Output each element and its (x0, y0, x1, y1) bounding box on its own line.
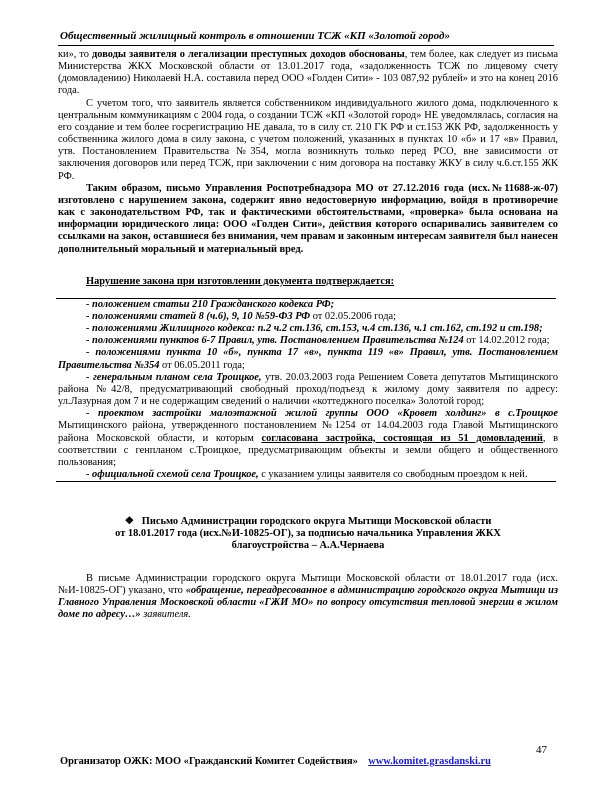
list-item: - проектом застройки малоэтажной жилой группы ООО «Кровет холдинг» в с.Троицкое Мытищинского района, утвержденного постановлением №1254 от 14.04.2003 года Главой Мытищинского района Московской области, и которым согласована застройка, состоящая из 51 домовладений, в соответствии с генпланом с.Троицкое, предусматривающим объекты и земли общего и общественного пользования; (58, 408, 558, 468)
list-item: - положениями статей 8 (ч.6), 9, 10 №59-ФЗ РФ от 02.05.2006 года; (86, 310, 396, 322)
list-item: - положениями Жилищного кодекса: п.2 ч.2 ст.136, ст.153, ч.4 ст.136, ч.1 ст.162, ст.192 и ст.198; (86, 323, 543, 335)
bold-run: доводы заявителя о легализации преступных доходов обоснованы (92, 49, 405, 60)
footer-website-link[interactable]: www.komitet.grasdanski.ru (368, 756, 491, 767)
diamond-bullet-icon: ❖ (124, 516, 134, 528)
running-header: Общественный жилищный контроль в отношении ТСЖ «КП «Золотой город» (60, 30, 450, 42)
paragraph-continuation (58, 49, 558, 98)
text-run: ки», то (58, 49, 93, 60)
violation-list (58, 299, 558, 481)
list-item: - генеральным планом села Троицкое, утв. 20.03.2003 года Решением Совета депутатов Мытищинского района №42/8, предусматривающий свободный проход/подъезд к жилому дому заявителя по адресу: ул.Лазурная дом 7 и не содержащим сведений о наличии «коттеджного поселка» Золотой город; (58, 371, 559, 408)
paragraph-ownership: С учетом того, что заявитель является собственником индивидуального жилого дома, подключенного к центральным коммуникациям с 2004 года, о создании ТСЖ «КП «Золотой город» НЕ уведомлялась, согласия на его создание и тем более госрегистрацию НЕ давала, то в силу ст. 210 ГК РФ и ст.153 ЖК РФ, задолженность у собственника жилого дома в силу закона, с учетом положений, указанных в пунктах 10 «б» и 17 «в» Правил, утв. Постановлением Правительства №354, могла возникнуть только перед РСО, вне зависимости от заключения договоров или перед ТСЖ, при заключении с ним договора на поставку ЖКУ в силу ч.6.ст.155 ЖК РФ. (58, 97, 558, 182)
section-heading: ❖ Письмо Администрации городского округа Мытищи Московской области от 18.01.2017 года (исх.№И-10825-ОГ), за подписью начальника Управления ЖКХ благоустройства – А.А.Чернаева (115, 516, 501, 552)
violation-heading: Нарушение закона при изготовлении документа подтверждается: (86, 275, 395, 287)
header-rule (58, 45, 554, 46)
document-body (58, 49, 558, 621)
text-run: , тем более, как следует из письма Министерства ЖКХ Московской области от 13.01.2017 года, «задолженность ТСЖ по лицевому счету (домовладению) Николаевй Н.А. составила перед ООО «Голден Сити» - 103 087,92 рублей» и это на конец 2016 года. (58, 49, 558, 97)
paragraph-conclusion: Таким образом, письмо Управления Роспотребнадзора МО от 27.12.2016 года (исх.№11688-ж-07) изготовлено с нарушением закона, содержит явно недостоверную информацию, войдя в противоречие как с законодательством РФ, так и фактическими обстоятельствами, «проверка» была основана на информации юридического лица: ООО «Голден Сити», действия которого оспаривались заявителем со ссылками на закон, оставшиеся без внимания, чем правам и законным интересам заявителя был нанесен дополнительный моральный и материальный вред. (58, 182, 558, 255)
footer (60, 756, 530, 767)
list-item: - положениями пунктов 6-7 Правил, утв. Постановлением Правительства №124 от 14.02.2012 года; (86, 335, 550, 347)
page-number: 47 (536, 744, 547, 756)
list-item: - положениями пункта 10 «б», пункта 17 «в», пункта 119 «в» Правил, утв. Постановлением Правительства №354 от 06.05.2011 года; (58, 347, 558, 371)
list-item: - положением статьи 210 Гражданского кодекса РФ; (86, 298, 335, 310)
paragraph-admin-letter: В письме Администрации городского округа Мытищи Московской области от 18.01.2017 года (исх.№И-10825-ОГ) указано, что «обращение, переадресованное в администрацию городского округа Мытищи из Главного Управления Московской области «ГЖИ МО» по вопросу отсутствия тепловой энергии в жилом доме по адресу…» заявителя. (58, 572, 559, 621)
list-item: - официальной схемой села Троицкое, с указанием улицы заявителя со свободным проездом к ней. (86, 469, 528, 480)
footer-organizer: Организатор ОЖК: МОО «Гражданский Комитет Содействия» (60, 756, 358, 767)
